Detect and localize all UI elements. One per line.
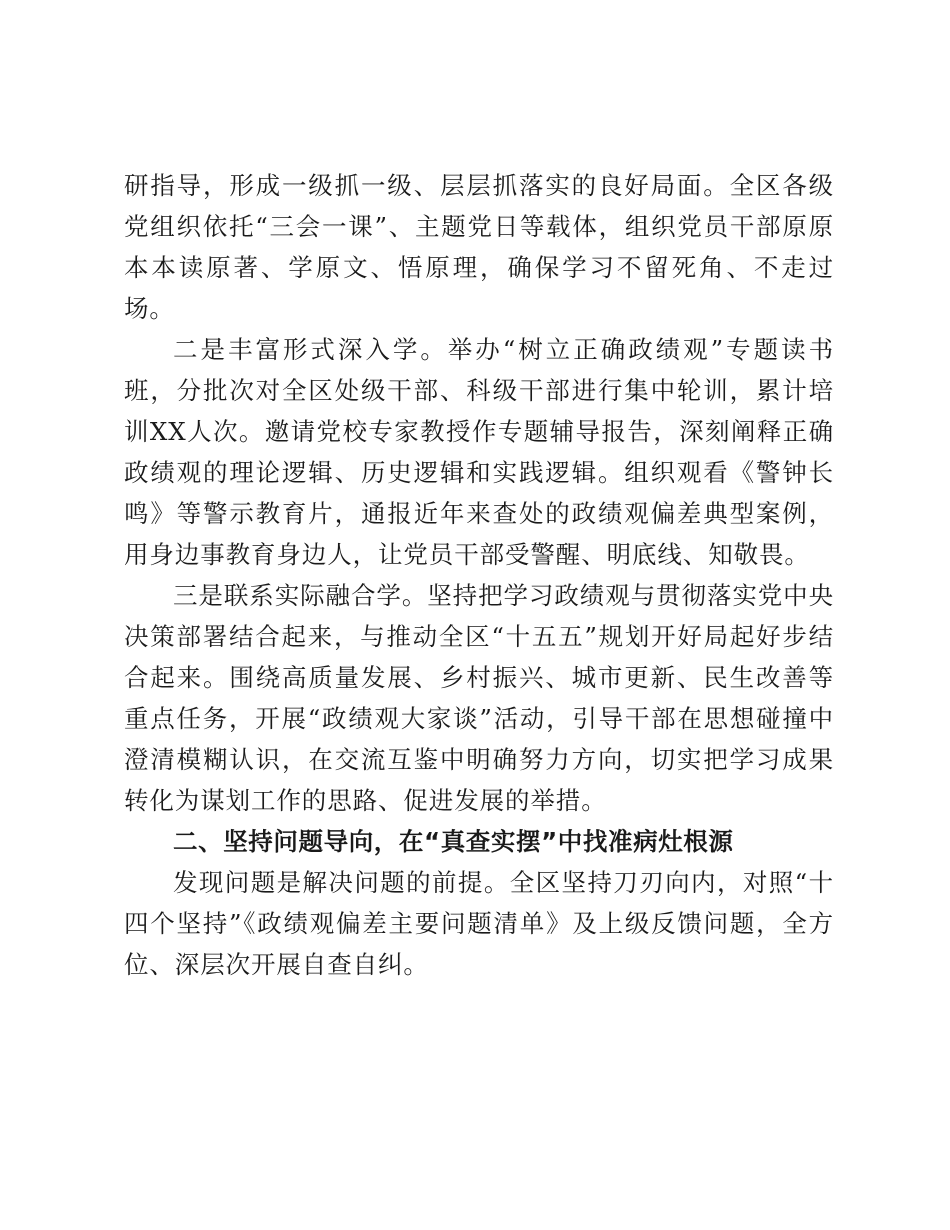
document-body (124, 165, 834, 985)
paragraph-continuation: 研指导，形成一级抓一级、层层抓落实的良好局面。全区各级党组织依托“三会一课”、主题党日等载体，组织党员干部原原本本读原著、学原文、悟原理，确保学习不留死角、不走过场。 (124, 171, 834, 323)
section-heading: 二、坚持问题导向，在“真查实摆”中找准病灶根源 (173, 827, 734, 856)
paragraph-find-problems: 发现问题是解决问题的前提。全区坚持刀刃向内，对照“十四个坚持”《政绩观偏差主要问题清单》及上级反馈问题，全方位、深层次开展自查自纠。 (124, 868, 834, 979)
paragraph-integrate-practice: 三是联系实际融合学。坚持把学习政绩观与贯彻落实党中央决策部署结合起来，与推动全区“十五五”规划开好局起好步结合起来。围绕高质量发展、乡村振兴、城市更新、民生改善等重点任务，开展“政绩观大家谈”活动，引导干部在思想碰撞中澄清模糊认识，在交流互鉴中明确努力方向，切实把学习成果转化为谋划工作的思路、促进发展的举措。 (124, 581, 834, 815)
paragraph-enrich-forms: 二是丰富形式深入学。举办“树立正确政绩观”专题读书班，分批次对全区处级干部、科级干部进行集中轮训，累计培训XX人次。邀请党校专家教授作专题辅导报告，深刻阐释正确政绩观的理论逻辑、历史逻辑和实践逻辑。组织观看《警钟长鸣》等警示教育片，通报近年来查处的政绩观偏差典型案例，用身边事教育身边人，让党员干部受警醒、明底线、知敬畏。 (124, 335, 834, 569)
